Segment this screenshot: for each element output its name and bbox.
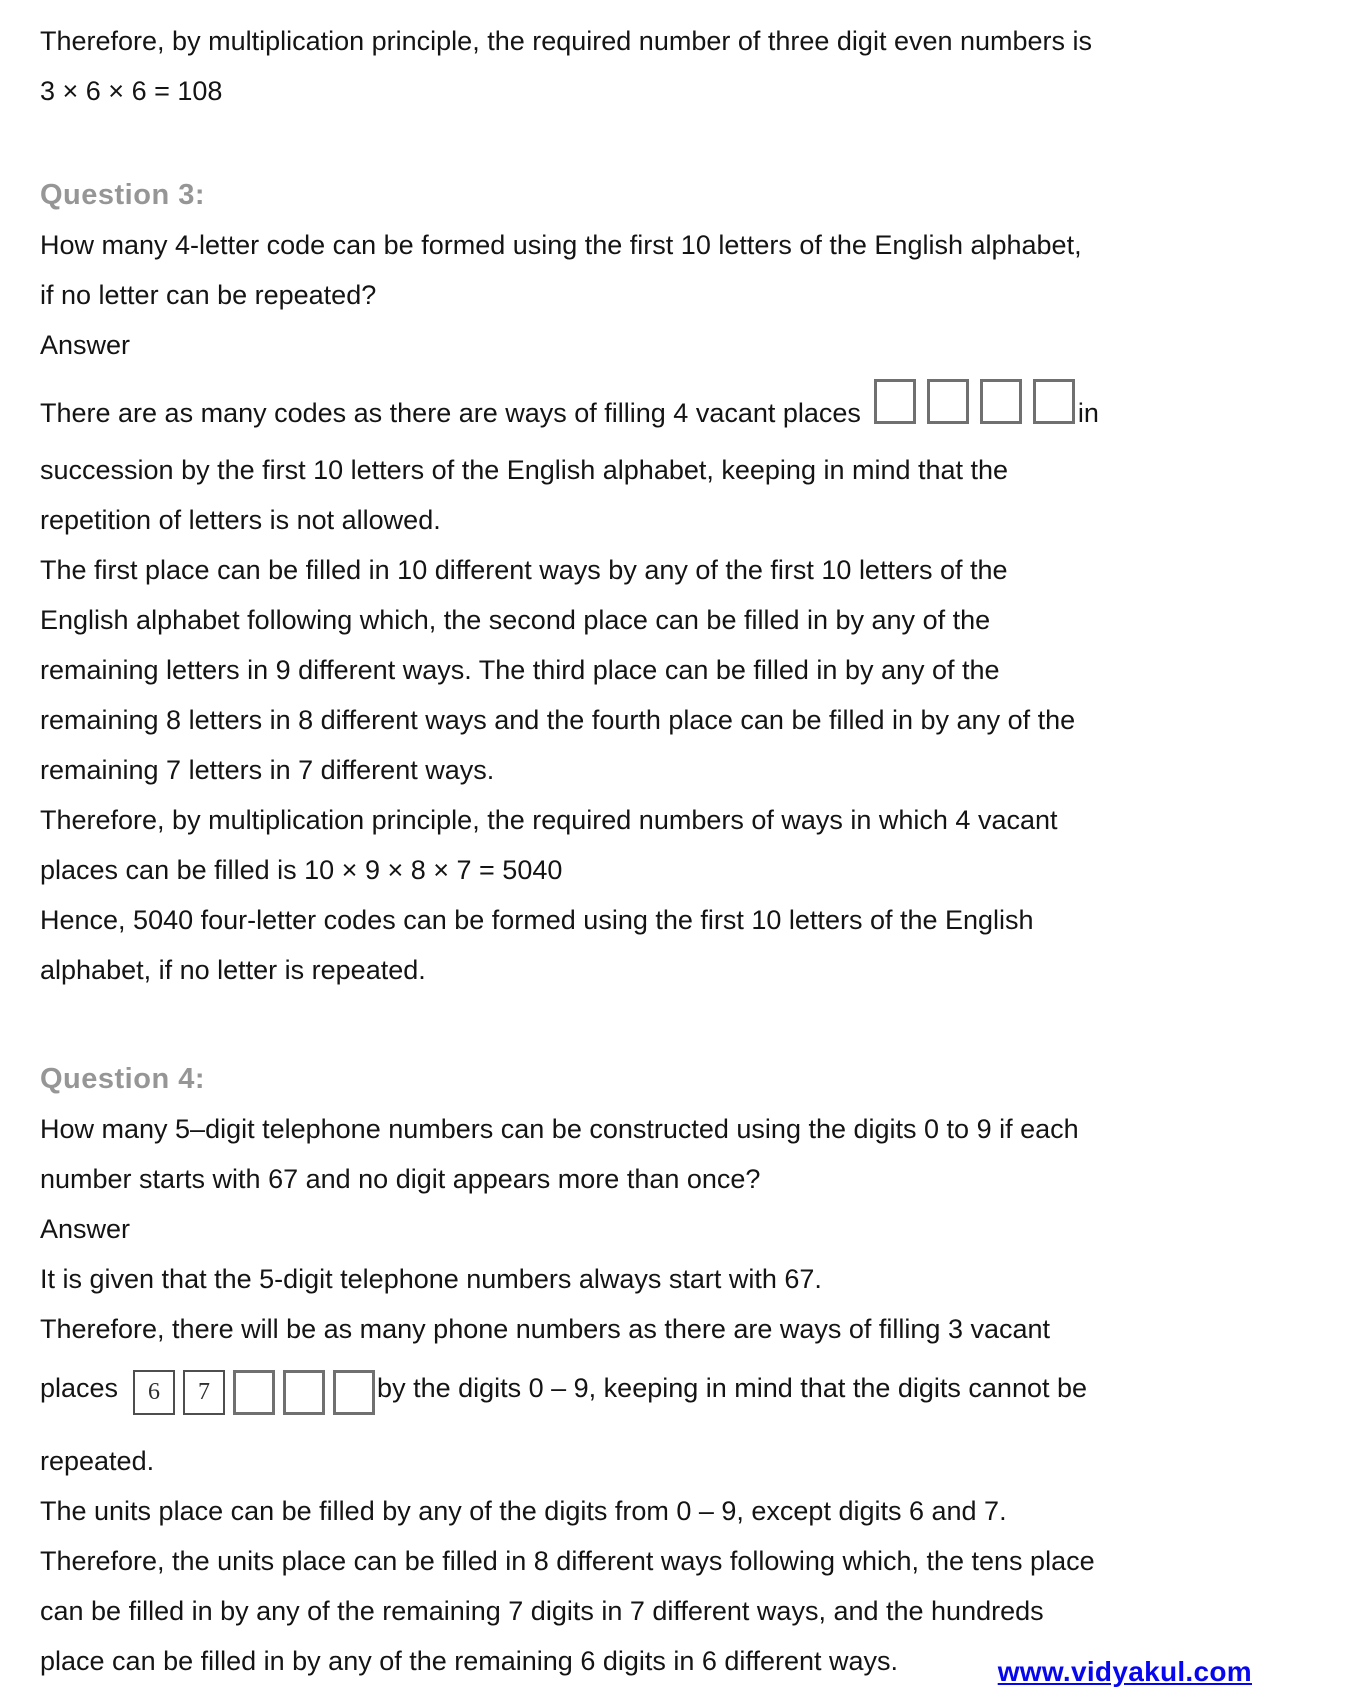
vacant-places-boxes-q4 bbox=[133, 1368, 375, 1413]
question4-vacant-places-line bbox=[40, 1354, 1312, 1428]
question3-body-line: remaining letters in 9 different ways. The third place can be filled in by any of the bbox=[40, 655, 1000, 685]
question3-vacant-places-line bbox=[40, 370, 1312, 435]
question3-body-line: Hence, 5040 four-letter codes can be formed using the first 10 letters of the English bbox=[40, 905, 1034, 935]
question4-body-line: repeated. bbox=[40, 1446, 155, 1476]
question3-body-line: alphabet, if no letter is repeated. bbox=[40, 955, 426, 985]
question4-body-line: place can be filled in by any of the remaining 6 digits in 6 different ways. bbox=[40, 1646, 899, 1676]
question4-body-line: It is given that the 5-digit telephone numbers always start with 67. bbox=[40, 1264, 822, 1294]
vacant-places-boxes-q3 bbox=[874, 377, 1075, 422]
intro-paragraph bbox=[40, 16, 1312, 116]
vacant-box bbox=[233, 1370, 275, 1415]
question4-body-line: Therefore, the units place can be filled in 8 different ways following which, the tens place bbox=[40, 1546, 1095, 1576]
vacant-box bbox=[333, 1370, 375, 1415]
vacant-box bbox=[980, 379, 1022, 424]
footer-link[interactable]: www.vidyakul.com bbox=[997, 1656, 1252, 1687]
question3-body-line: English alphabet following which, the second place can be filled in by any of the bbox=[40, 605, 991, 635]
question3-body-line: The first place can be filled in 10 different ways by any of the first 10 letters of the bbox=[40, 555, 1008, 585]
question4-answer-label: Answer bbox=[40, 1214, 131, 1244]
question4-body-line: Therefore, there will be as many phone numbers as there are ways of filling 3 vacant bbox=[40, 1314, 1051, 1344]
vacant-box bbox=[927, 379, 969, 424]
question3-heading: Question 3: bbox=[40, 179, 206, 211]
question4-text-line: number starts with 67 and no digit appears more than once? bbox=[40, 1164, 761, 1194]
question4-heading: Question 4: bbox=[40, 1063, 206, 1095]
text-line: 3 × 6 × 6 = 108 bbox=[40, 76, 223, 106]
text-after-boxes: by the digits 0 – 9, keeping in mind that the digits cannot be bbox=[377, 1373, 1088, 1403]
question3-body-line: remaining 7 letters in 7 different ways. bbox=[40, 755, 495, 785]
digit-box-6: 6 bbox=[133, 1370, 175, 1415]
question3-answer-label: Answer bbox=[40, 330, 131, 360]
text-after-boxes: in bbox=[1077, 398, 1099, 428]
question3-body-line: Therefore, by multiplication principle, the required numbers of ways in which 4 vacant bbox=[40, 805, 1058, 835]
vacant-box bbox=[283, 1370, 325, 1415]
question4-body-line: The units place can be filled by any of the digits from 0 – 9, except digits 6 and 7. bbox=[40, 1496, 1007, 1526]
question3-body-line: places can be filled is 10 × 9 × 8 × 7 = 5040 bbox=[40, 855, 563, 885]
question3-body-line: repetition of letters is not allowed. bbox=[40, 505, 441, 535]
text-line: Therefore, by multiplication principle, the required number of three digit even numbers is bbox=[40, 26, 1093, 56]
question3-text-line: if no letter can be repeated? bbox=[40, 280, 377, 310]
vacant-box bbox=[1033, 379, 1075, 424]
question4-text-line: How many 5–digit telephone numbers can be constructed using the digits 0 to 9 if each bbox=[40, 1114, 1079, 1144]
question3-body-line: succession by the first 10 letters of the English alphabet, keeping in mind that the bbox=[40, 455, 1009, 485]
question4-body-line: can be filled in by any of the remaining 7 digits in 7 different ways, and the hundreds bbox=[40, 1596, 1044, 1626]
text-before-boxes: places bbox=[40, 1373, 119, 1403]
digit-box-7: 7 bbox=[183, 1370, 225, 1415]
text-before-boxes: There are as many codes as there are ways of filling 4 vacant places bbox=[40, 398, 861, 428]
vacant-box bbox=[874, 379, 916, 424]
question3-body-line: remaining 8 letters in 8 different ways and the fourth place can be filled in by any of the bbox=[40, 705, 1076, 735]
question3-text-line: How many 4-letter code can be formed using the first 10 letters of the English alphabet, bbox=[40, 230, 1082, 260]
